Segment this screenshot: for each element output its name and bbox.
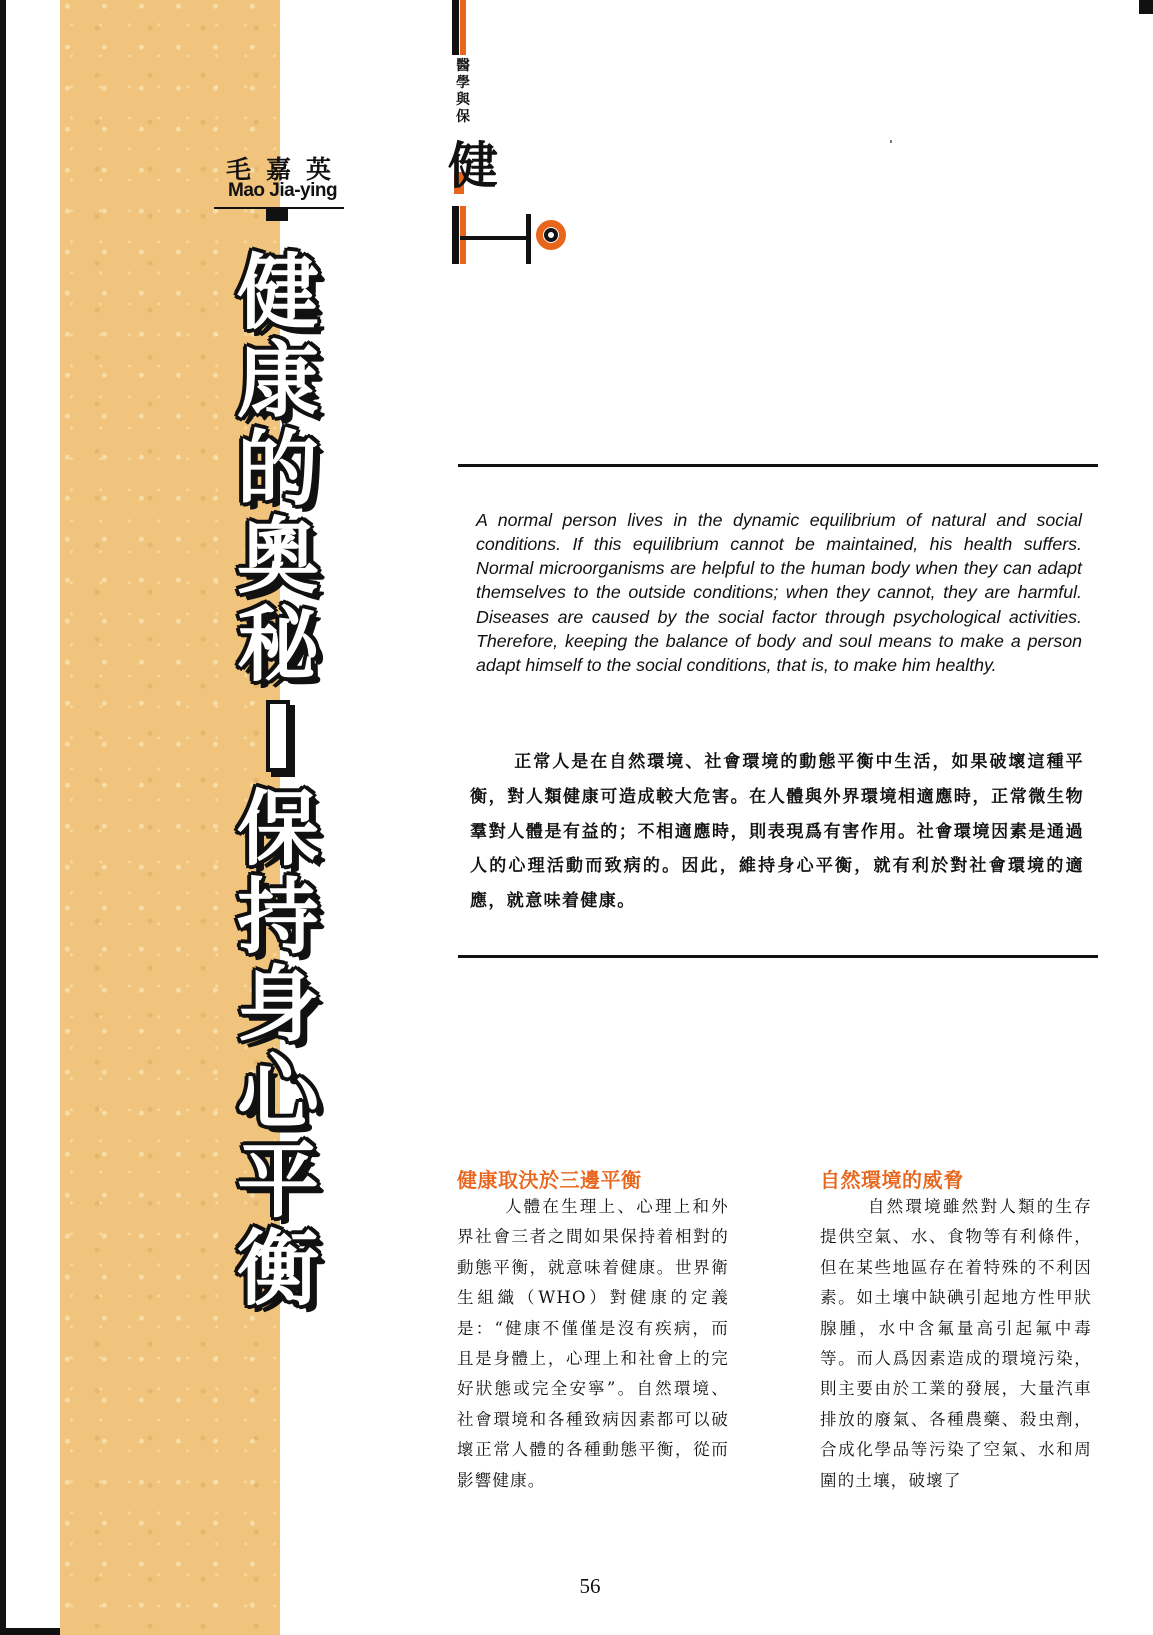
logo-bar [452,206,459,264]
subtitle-char: 持 [236,870,319,965]
section-body-balance: 人體在生理上、心理上和外界社會三者之間如果保持着相對的動態平衡，就意味着健康。世界衛生組織（WHO）對健康的定義是：“健康不僅僅是沒有疾病，而且是身體上，心理上和社會上的完好狀態或完全安寧”。自然環境、社會環境和各種致病因素都可以破壞正常人體的各種動態平衡，從而影響健康。 [457,1197,729,1490]
subtitle-char: 平 [236,1134,319,1229]
section-heading-environment: 自然環境的威脅 [820,1168,964,1192]
logo-bar-right [526,214,531,264]
print-speck [890,140,892,143]
page-edge-bottom [0,1628,60,1635]
author-name-chinese: 毛嘉英 [226,155,347,184]
section-body-environment: 自然環境雖然對人類的生存提供空氣、水、食物等有利條件，但在某些地區存在着特殊的不利因素。如土壤中缺碘引起地方性甲狀腺腫，水中含氟量高引起氟中毒等。而人爲因素造成的環境污染，則主要由於工業的發展，大量汽車排放的廢氣、各種農藥、殺虫劑，合成化學品等污染了空氣、水和周圍的土壤，破壞了 [820,1197,1092,1490]
title-char: 的 [236,422,319,517]
title-char: 奧 [236,510,319,605]
subtitle-char: 保 [236,782,319,877]
subtitle-char: 心 [236,1046,319,1141]
subtitle-char: 身 [236,958,319,1053]
logo-bar-accent [460,206,466,264]
page-edge [0,0,6,1635]
abstract-english: A normal person lives in the dynamic equilibrium of natural and social conditions. If this equilibrium cannot be maintained, his health suffers. Normal microorganisms are helpful to the human body when they can adapt themselves to the outside conditions; when they cannot, they are harmful. Diseases are caused by the social factor through psychological activities. Therefore, keeping the balance of body and soul means to make a person adapt himself to the social conditions, that is, to make him healthy. [476,509,1082,676]
author-name-english: Mao Jia-ying [228,180,338,201]
subtitle-char: 衡 [236,1222,319,1317]
column-bar-accent [460,0,466,55]
logo-crossbar [460,236,530,240]
title-dash [266,700,290,772]
title-char: 健 [236,246,319,341]
title-char: 康 [236,334,319,429]
column-label: 醫學與保 [456,58,470,125]
abstract-rule-top [458,464,1098,467]
abstract-chinese: 正常人是在自然環境、社會環境的動態平衡中生活，如果破壞這種平衡，對人類健康可造成較大危害。在人體與外界環境相適應時，正常微生物羣對人體是有益的；不相適應時，則表現爲有害作用。社會環境因素是通過人的心理活動而致病的。因此，維持身心平衡，就有利於對社會環境的適應，就意味着健康。 [470,752,1084,912]
column-bar [452,0,459,55]
page-number: 56 [579,1574,601,1598]
section-heading-balance: 健康取決於三邊平衡 [457,1168,642,1192]
corner-mark [1139,0,1153,14]
article-title [228,246,328,1317]
column-big-char: 健 [448,137,498,195]
author-block-mark [266,209,288,221]
abstract-rule-bottom [458,955,1098,958]
logo-circle-inner-icon [544,228,558,242]
title-char: 秘 [236,598,319,693]
